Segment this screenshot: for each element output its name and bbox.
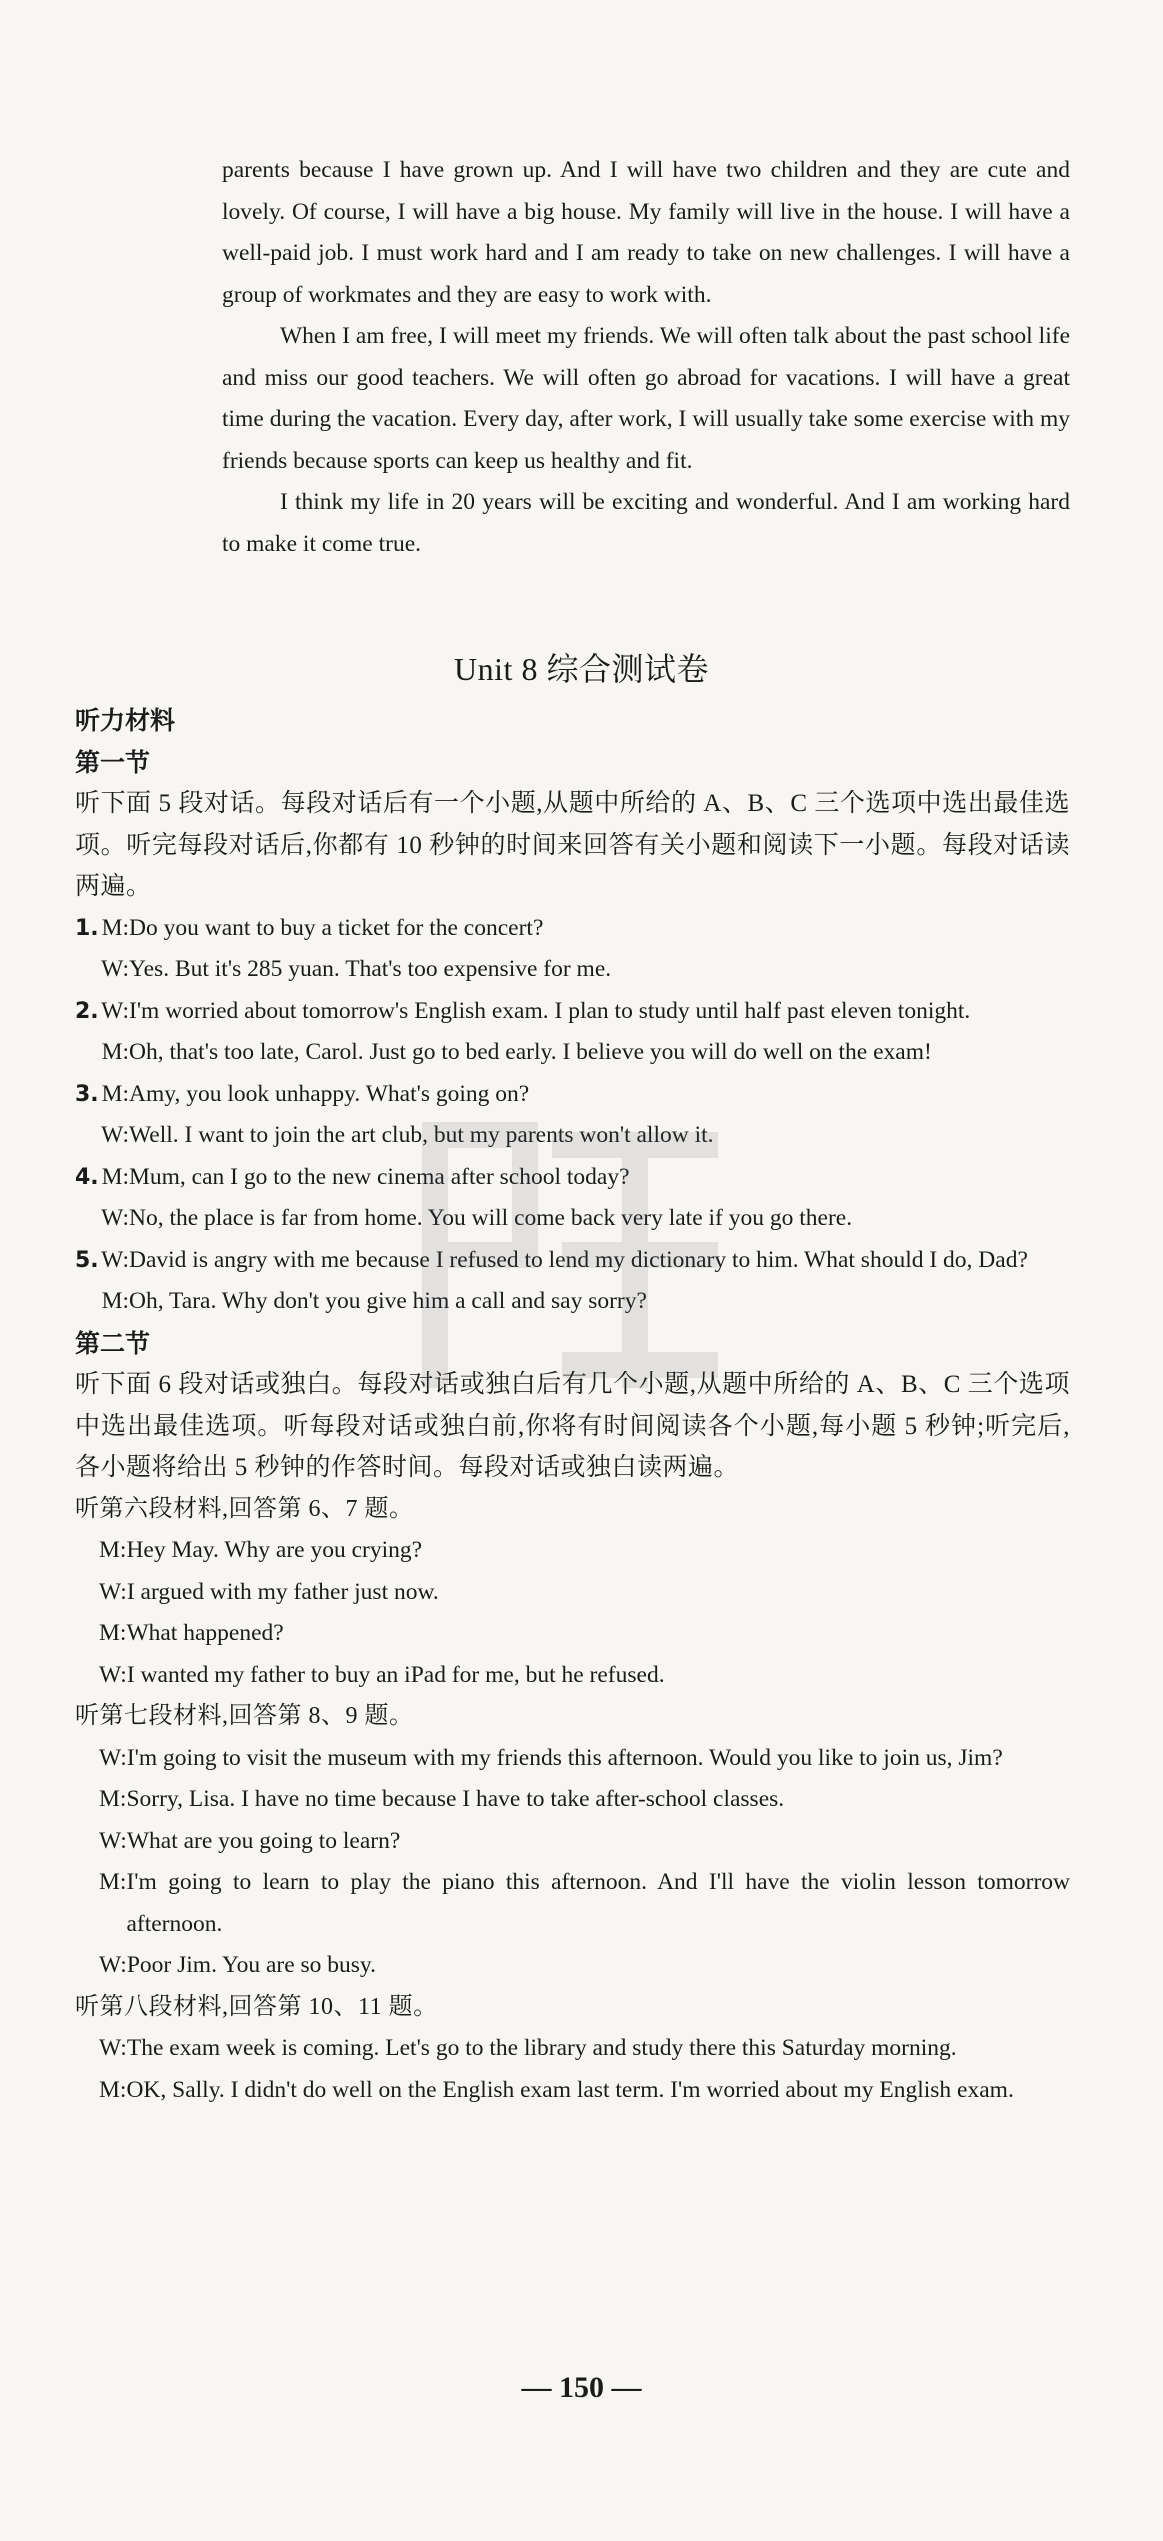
dialogue-line	[75, 1572, 1070, 1614]
material-6-dialogue	[75, 1530, 1070, 1696]
dialogue-line	[75, 949, 1070, 991]
material-8-label: 听第八段材料,回答第 10、11 题。	[75, 1993, 438, 2020]
dialogue-line	[75, 1821, 1070, 1863]
dialogue-line	[75, 908, 1070, 950]
dialogue-text: OK, Sally. I didn't do well on the English exam last term. I'm worried about my English exam.	[126, 2076, 1014, 2103]
speaker-label: W:	[99, 1578, 127, 1605]
dialogue-line	[75, 1738, 1070, 1780]
part2-heading: 第二节	[75, 1328, 151, 1358]
speaker-label: M:	[99, 2076, 127, 2103]
speaker-label: W:	[101, 956, 129, 982]
dialogue-text: What are you going to learn?	[126, 1827, 401, 1854]
dialogue-text: What happened?	[126, 1620, 284, 1646]
dialogue-line	[75, 1281, 1070, 1323]
dialogue-text: Well. I want to join the art club, but my parents won't allow it.	[129, 1122, 714, 1148]
dialogue-line	[75, 1198, 1070, 1240]
dialogue-text: I argued with my father just now.	[126, 1578, 439, 1605]
dialogue-line	[75, 2070, 1070, 2112]
question-number: 3.	[75, 1081, 99, 1107]
dialogue-text: Amy, you look unhappy. What's going on?	[129, 1080, 530, 1107]
dialogue-text: Yes. But it's 285 yuan. That's too expensive for me.	[129, 956, 612, 982]
speaker-label: W:	[99, 1952, 127, 1978]
material-8-dialogue	[75, 2028, 1070, 2111]
dialogue-text: No, the place is far from home. You will come back very late if you go there.	[129, 1205, 853, 1231]
dialogue-line	[75, 2028, 1070, 2070]
speaker-label: M:	[99, 1537, 127, 1563]
dialogue-text: Sorry, Lisa. I have no time because I have to take after-school classes.	[126, 1786, 785, 1812]
speaker-label: W:	[99, 1661, 127, 1688]
part2-instruction: 听下面 6 段对话或独白。每段对话或独白后有几个小题,从题中所给的 A、B、C 三个选项中选出最佳选项。听每段对话或独白前,你将有时间阅读各个小题,每小题 5 秒钟;听完后,各小题将给出 5 秒钟的作答时间。每段对话或独白读两遍。	[75, 1371, 1070, 1481]
material-6-label: 听第六段材料,回答第 6、7 题。	[75, 1495, 414, 1522]
speaker-label: M:	[101, 1080, 129, 1107]
question-number: 2.	[75, 998, 99, 1024]
essay-text	[222, 150, 1070, 565]
dialogue-line	[75, 1032, 1070, 1074]
dialogue-text: I'm going to visit the museum with my friends this afternoon. Would you like to join us, Jim?	[126, 1744, 1003, 1771]
material-7-label: 听第七段材料,回答第 8、9 题。	[75, 1703, 414, 1729]
speaker-label: M:	[99, 1620, 127, 1646]
dialogue-text: The exam week is coming. Let's go to the library and study there this Saturday morning.	[126, 2035, 957, 2061]
dialogue-line	[75, 1945, 1070, 1987]
dialogue-text: I'm worried about tomorrow's English exam. I plan to study until half past eleven tonight.	[129, 997, 971, 1024]
speaker-label: W:	[101, 1246, 129, 1273]
dialogue-line	[75, 1074, 1070, 1116]
essay-paragraph: I think my life in 20 years will be exciting and wonderful. And I am working hard to make it come true.	[222, 489, 1070, 557]
question-number: 1.	[75, 915, 99, 941]
dialogue-text: David is angry with me because I refused to lend my dictionary to him. What should I do, Dad?	[129, 1246, 1028, 1273]
dialogue-text: Do you want to buy a ticket for the concert?	[129, 914, 544, 941]
unit-title: Unit 8 综合测试卷	[454, 651, 709, 687]
speaker-label: M:	[101, 1039, 129, 1065]
speaker-label: W:	[101, 1122, 129, 1148]
dialogue-text: Mum, can I go to the new cinema after school today?	[129, 1163, 630, 1190]
speaker-label: M:	[101, 914, 129, 941]
page-number: — 150 —	[521, 2371, 642, 2404]
dialogue-text: I wanted my father to buy an iPad for me, but he refused.	[126, 1661, 665, 1688]
part1-dialogues	[75, 908, 1070, 1323]
speaker-label: W:	[101, 997, 129, 1024]
dialogue-line	[75, 1157, 1070, 1199]
dialogue-text: I'm going to learn to play the piano this afternoon. And I'll have the violin lesson tomorrow afternoon.	[126, 1869, 1070, 1937]
speaker-label: M:	[99, 1786, 127, 1812]
speaker-label: W:	[99, 1744, 127, 1771]
dialogue-text: Poor Jim. You are so busy.	[126, 1952, 377, 1978]
question-number: 4.	[75, 1164, 99, 1190]
part1-instruction: 听下面 5 段对话。每段对话后有一个小题,从题中所给的 A、B、C 三个选项中选出最佳选项。听完每段对话后,你都有 10 秒钟的时间来回答有关小题和阅读下一小题。每段对话读两遍。	[75, 790, 1070, 900]
material-7-dialogue	[75, 1738, 1070, 1987]
listening-material	[75, 700, 1070, 2111]
dialogue-text: Hey May. Why are you crying?	[126, 1537, 423, 1563]
dialogue-line	[75, 1530, 1070, 1572]
essay-paragraph: parents because I have grown up. And I will have two children and they are cute and lovely. Of course, I will have a big house. My family will live in the house. I will have a well-paid job. I must work hard and I am ready to take on new challenges. I will have a group of workmates and they are easy to work with.	[222, 157, 1070, 308]
dialogue-text: Oh, Tara. Why don't you give him a call and say sorry?	[129, 1288, 647, 1314]
speaker-label: M:	[99, 1869, 127, 1895]
question-number: 5.	[75, 1247, 99, 1273]
speaker-label: M:	[101, 1288, 129, 1314]
dialogue-line	[75, 1115, 1070, 1157]
speaker-label: W:	[99, 2035, 127, 2061]
section-label: 听力材料	[75, 706, 176, 735]
dialogue-text: Oh, that's too late, Carol. Just go to bed early. I believe you will do well on the exam!	[129, 1039, 932, 1065]
dialogue-line	[75, 1779, 1070, 1821]
speaker-label: W:	[101, 1205, 129, 1231]
dialogue-line	[75, 1613, 1070, 1655]
speaker-label: M:	[101, 1163, 129, 1190]
speaker-label: W:	[99, 1827, 127, 1854]
dialogue-line	[75, 1655, 1070, 1697]
part1-heading: 第一节	[75, 747, 151, 777]
essay-paragraph: When I am free, I will meet my friends. We will often talk about the past school life and miss our good teachers. We will often go abroad for vacations. I will have a great time during the vacation. Every day, after work, I will usually take some exercise with my friends because sports can keep us healthy and fit.	[222, 323, 1070, 474]
dialogue-line	[75, 1240, 1070, 1282]
dialogue-line	[75, 991, 1070, 1033]
dialogue-line	[75, 1862, 1070, 1945]
